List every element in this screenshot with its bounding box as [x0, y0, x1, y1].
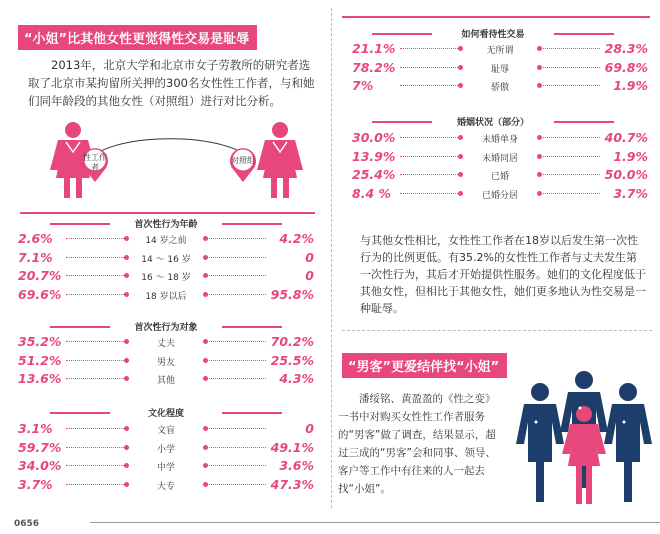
left-value: 2.6% [18, 231, 53, 246]
dotted-leader [66, 378, 126, 380]
dotted-leader [400, 156, 460, 158]
page-number: 0656 [14, 519, 40, 529]
dotted-leader [400, 174, 460, 176]
stat-row [18, 334, 314, 351]
right-value: 50.0% [604, 167, 648, 182]
footer-rule [90, 522, 660, 523]
stat-row [18, 421, 314, 438]
stat-row [18, 231, 314, 248]
headline-banner: “小姐”比其他女性更觉得性交易是耻辱 [18, 25, 257, 50]
row-label: 未婚同居 [481, 153, 518, 164]
dotted-leader [400, 67, 460, 69]
section-title-first-sex-age: 首次性行为年龄 [116, 217, 216, 230]
dotted-leader [540, 193, 600, 195]
dotted-leader [66, 294, 126, 296]
left-value: 78.2% [352, 59, 396, 75]
left-value: 7.1% [18, 249, 53, 265]
stat-row [352, 149, 648, 166]
sex-worker-tag: 性工作者 [83, 153, 107, 172]
dotted-leader [206, 238, 266, 240]
left-value: 13.9% [352, 148, 396, 164]
dotted-leader [206, 257, 266, 259]
row-label: 14 岁之前 [145, 236, 187, 246]
right-value: 1.9% [613, 148, 648, 164]
left-value: 30.0% [352, 130, 396, 145]
right-value: 28.3% [604, 41, 648, 56]
row-label: 18 岁以后 [145, 291, 187, 302]
dotted-leader [66, 238, 126, 240]
dotted-leader [206, 275, 266, 277]
section-divider [342, 330, 652, 331]
left-value: 35.2% [18, 334, 62, 349]
stat-row [352, 130, 648, 147]
intro-paragraph: 2013年，北京大学和北京市女子劳教所的研究者选取了北京市某拘留所关押的300名女性性工作者，与和她们同年龄段的其他女性（对照组）进行对比分析。 [28, 58, 315, 108]
row-label: 14 ～ 16 岁 [141, 254, 191, 265]
dotted-leader [540, 67, 600, 69]
dotted-leader [206, 484, 266, 486]
left-value: 8.4 % [352, 185, 392, 201]
dotted-leader [66, 360, 126, 362]
left-value: 13.6% [18, 371, 62, 386]
right-value: 3.7% [613, 185, 648, 201]
dotted-leader [206, 447, 266, 449]
stat-row [352, 78, 648, 95]
row-label: 中学 [156, 463, 175, 473]
row-label: 无所谓 [486, 46, 514, 56]
stat-row [18, 371, 314, 388]
dotted-leader [66, 275, 126, 277]
right-value: 1.9% [613, 78, 648, 93]
right-value: 49.1% [270, 439, 314, 455]
right-value: 4.3% [279, 371, 314, 386]
stat-row [18, 287, 314, 304]
row-label: 骄傲 [490, 83, 509, 93]
dotted-leader [206, 428, 266, 430]
right-value: 4.2% [279, 231, 314, 246]
row-label: 文盲 [156, 426, 175, 436]
dotted-leader [206, 294, 266, 296]
dotted-leader [400, 85, 460, 87]
dotted-leader [66, 341, 126, 343]
row-label: 大专 [156, 481, 175, 492]
dotted-leader [540, 85, 600, 87]
group-of-men-with-woman-icon [512, 370, 657, 510]
left-value: 59.7% [18, 439, 62, 455]
row-label: 小学 [156, 444, 175, 455]
right-value: 0 [305, 268, 314, 283]
dotted-leader [66, 465, 126, 467]
stat-row [352, 60, 648, 77]
right-value: 70.2% [270, 334, 314, 349]
right-value: 69.8% [604, 59, 648, 75]
row-label: 已婚分居 [481, 190, 518, 201]
row-label: 未婚单身 [481, 135, 518, 145]
dotted-leader [66, 428, 126, 430]
right-column [332, 0, 660, 534]
left-value: 3.1% [18, 421, 53, 436]
stat-row [18, 250, 314, 267]
section-rule [342, 16, 650, 18]
stat-row [352, 186, 648, 203]
dotted-leader [66, 257, 126, 259]
section-title-education: 文化程度 [116, 406, 216, 419]
stat-row [18, 458, 314, 475]
stat-row [18, 440, 314, 457]
section-title-marital: 婚姻状况（部分） [438, 115, 548, 128]
dotted-leader [206, 465, 266, 467]
right-value: 3.6% [279, 458, 314, 473]
section-rule [20, 212, 315, 214]
dotted-leader [206, 378, 266, 380]
male-client-paragraph: 潘绥铭、黄盈盈的《性之变》一书中对购买女性性工作者服务的“男客”做了调查，结果显示，超过三成的“男客”会和同事、领导、客户等工作中有往来的人一起去找“小姐”。 [338, 393, 496, 495]
stat-row [18, 268, 314, 285]
row-label: 已婚 [490, 172, 509, 182]
right-value: 0 [305, 421, 314, 436]
right-value: 47.3% [270, 476, 314, 492]
summary-paragraph: 与其他女性相比，女性性工作者在18岁以后发生第一次性行为的比例更低。有35.2%的女性性工作者与丈夫发生第一次性行为，其后才开始提供性服务。她们的文化程度低于其他女性，但相比于其他女性，她们更多地认为性交易是一种耻辱。 [360, 234, 646, 315]
dotted-leader [540, 137, 600, 139]
dotted-leader [540, 156, 600, 158]
left-value: 69.6% [18, 286, 62, 302]
dotted-leader [540, 48, 600, 50]
right-value: 25.5% [270, 352, 314, 368]
row-label: 丈夫 [156, 339, 175, 349]
right-value: 95.8% [270, 286, 314, 302]
dotted-leader [66, 447, 126, 449]
dotted-leader [400, 137, 460, 139]
left-value: 21.1% [352, 41, 396, 56]
section-title-first-partner: 首次性行为对象 [116, 320, 216, 333]
dotted-leader [206, 341, 266, 343]
stat-row [352, 167, 648, 184]
left-value: 20.7% [18, 268, 62, 283]
row-label: 其他 [156, 376, 175, 386]
section-title-attitude: 如何看待性交易 [438, 27, 548, 40]
stat-row [352, 41, 648, 58]
row-label: 男友 [156, 357, 175, 368]
left-value: 25.4% [352, 167, 396, 182]
dotted-leader [66, 484, 126, 486]
dotted-leader [400, 193, 460, 195]
row-label: 耻辱 [490, 64, 509, 75]
left-value: 3.7% [18, 476, 53, 492]
dotted-leader [206, 360, 266, 362]
control-group-tag: 对照组 [231, 156, 255, 165]
stat-row [18, 353, 314, 370]
row-label: 16 ～ 18 岁 [141, 273, 191, 283]
dotted-leader [540, 174, 600, 176]
stat-row [18, 477, 314, 494]
left-value: 51.2% [18, 352, 62, 368]
left-value: 34.0% [18, 458, 62, 473]
dotted-leader [400, 48, 460, 50]
headline-banner-2: “男客”更爱结伴找“小姐” [342, 353, 507, 378]
right-value: 40.7% [604, 130, 648, 145]
right-value: 0 [305, 249, 314, 265]
left-value: 7% [352, 78, 374, 93]
